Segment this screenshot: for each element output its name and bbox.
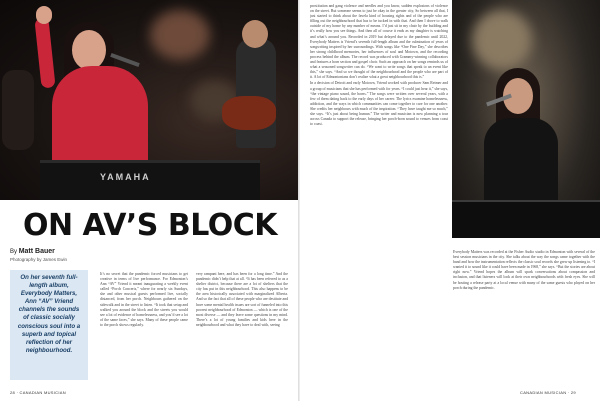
author-name: Matt Bauer bbox=[18, 248, 55, 255]
body-text: It’s no secret that the pandemic forced musicians to get creative in terms of live performance. For Edmonton’s Ann “AV” Vriend it meant inaugurating a weekly event called “Porch Concerts,” where for nearly six Sundays, she and other musical guests performed live, socially distanced, from her porch. Neighbours gathered on the sidewalk and in the street to listen. “It took that setup and walked you around the block and the streets you would see a lot of evidence of homelessness, and you’d see a lot of the same faces,” she says. Many of these people came to the porch shows regularly. bbox=[100, 272, 188, 327]
body-column-4 bbox=[453, 250, 595, 384]
pull-quote: On her seventh full-length album, Everybody Matters, Ann “AV” Vriend channels the sounds of classic socially conscious soul into a superb and topical reflection of her neighbourhood. bbox=[10, 270, 88, 380]
guitar bbox=[222, 96, 276, 130]
photo-credit: Photography by James Ewin bbox=[10, 257, 68, 262]
concert-photo bbox=[0, 0, 300, 200]
singer-hand bbox=[36, 6, 52, 24]
microphone bbox=[110, 53, 140, 67]
keyboard bbox=[452, 200, 600, 238]
body-text: very rampant here, and has been for a long time.” And the pandemic didn’t help that at all. “It has been referred to as a shelter district, because there are a lot of shelters that the city has put in this neighbourhood. This also happens to be the area historically associated with marginalized Alberta. And so the fact that all of these people who are destitute and have some mental health issues are sort of funneled into this poorest neighbourhood of Edmonton — which is one of the most diverse — and they leave some questions in my mind. There’s a lot of young families and kids here in the neighbourhood and what they have to deal with, seeing bbox=[196, 272, 288, 327]
body-text: prostitution and gang violence and needles and you know, sudden explosions of violence on the street. But someone seems to just be okay in the greater city, So between all that, I just started to think about the favela kind of housing rights and of the people who are filling out the neighbourhood that has to be tucked in with that. And then I drove to walk outside of my home by any number of means. I’d just sit in my chair by the building and it’s really how you see things. And then all of course it ends as my daughter is watching and what’s around you. Recorded in 2019 but delayed due to the pandemic until 2022, Everybody Matters is Vriend’s seventh full-length album and the culmination of years of songwriting inspired by her surroundings. With songs like “One Fine Day,” she describes her strong childhood memories, her influences of soul and Motown, and the recording process behind the album. The record was produced with Grammy-winning collaborators and features a horn section and gospel choir. Such an approach on her songs reminds us of what a seasoned songwriter can do. “We want to write songs that speak to an event like this,” she says. “And so we thought of the neighbourhood and the people who are part of it. A lot of Edmontonians don’t realize what a great neighbourhood this is.” bbox=[310, 4, 448, 80]
body-column-1 bbox=[100, 272, 188, 384]
piano-brand-logo: YAMAHA bbox=[100, 172, 151, 182]
page-number-right: CANADIAN MUSICIAN · 29 bbox=[520, 390, 576, 395]
byline bbox=[10, 248, 55, 255]
byline-prefix: By bbox=[10, 249, 18, 255]
body-column-3 bbox=[310, 4, 448, 386]
singer-raised-arm bbox=[34, 17, 55, 88]
body-column-2 bbox=[196, 272, 288, 384]
stage-light bbox=[150, 10, 210, 60]
body-text: Everybody Matters was recorded at the Fisher Audio studio in Edmonton with several of the best session musicians in the city. She talks about the way the songs came together with the band and how the instrumentation reflects the classic soul records she grew up listening to. “I wanted it to sound like it could have been made in 1968,” she says. “But the stories are about right now.” Vriend hopes the album will spark conversations about compassion and inclusion, and that listeners will look at their own neighbourhoods with fresh eyes. She will be hosting a release party at a local venue with many of the same guests who played on her porch during the pandemic. bbox=[453, 250, 595, 290]
guitarist bbox=[236, 38, 276, 148]
singer-head bbox=[72, 30, 106, 70]
article-title: ON AV’S BLOCK bbox=[22, 208, 278, 243]
guitarist-head bbox=[242, 20, 268, 48]
body-text: In a decision of Detroit and early Motown, Vriend worked with producer Sam Reimer and a group of musicians that she has performed with for years. “I could just hear it,” she says, “the vintage piano sound, the horns.” The songs were written over several years, with a few of them dating back to the early days of her career. The lyrics examine homelessness, addiction, and the ways in which communities can come together to care for one another. She credits her neighbours with much of the inspiration. “They have taught me so much,” she says. “It’s just about being human.” The writer and musician is now planning a tour across Canada to support the release, bringing her porch-born sound to venues from coast to coast. bbox=[310, 81, 448, 127]
page-number-left: 28 · CANADIAN MUSICIAN bbox=[10, 390, 66, 395]
stage-light bbox=[472, 10, 532, 70]
background-musician bbox=[2, 70, 34, 150]
